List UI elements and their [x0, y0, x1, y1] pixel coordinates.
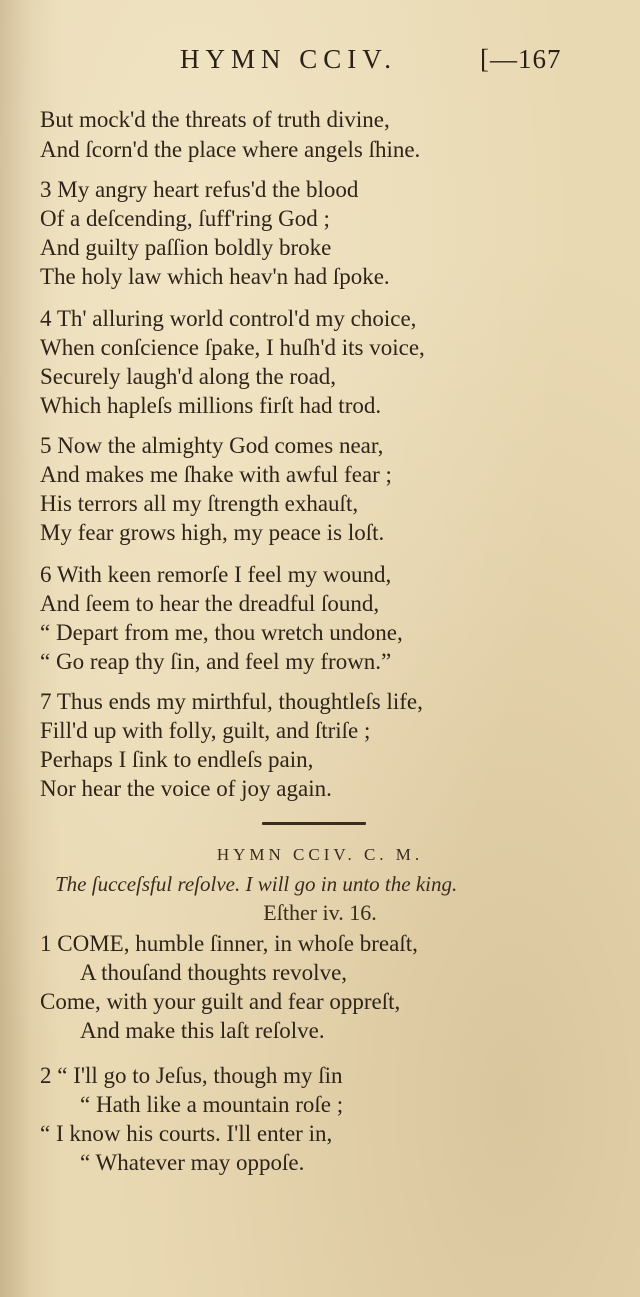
verse-line: The holy law which heav'n had ſpoke.	[40, 264, 390, 289]
verse-line: Of a deſcending, ſuff'ring God ;	[40, 206, 330, 231]
verse-line: 5 Now the almighty God comes near,	[40, 433, 384, 458]
page-header	[0, 44, 640, 80]
verse-line: “ Hath like a mountain roſe ;	[80, 1092, 344, 1117]
verse-line: And makes me ſhake with awful fear ;	[40, 462, 392, 487]
verse-line: 6 With keen remorſe I feel my wound,	[40, 562, 392, 587]
verse-line: 7 Thus ends my mirthful, thoughtleſs life,	[40, 689, 423, 714]
verse-line: When conſcience ſpake, I huſh'd its voice,	[40, 335, 425, 360]
verse-line: “ Depart from me, thou wretch undone,	[40, 620, 403, 645]
hymn-subtitle: The ſucceſsful reſolve. I will go in unto the king.	[55, 872, 458, 896]
section-divider	[262, 822, 366, 825]
page-number: [—167	[480, 44, 562, 74]
scripture-reference: Eſther iv. 16.	[263, 900, 377, 925]
verse-line: “ I know his courts. I'll enter in,	[40, 1121, 333, 1146]
verse-line: 4 Th' alluring world control'd my choice,	[40, 306, 417, 331]
verse-line: A thouſand thoughts revolve,	[80, 960, 348, 985]
verse-line: Which hapleſs millions firſt had trod.	[40, 393, 382, 418]
verse-line: My fear grows high, my peace is loſt.	[40, 520, 385, 545]
verse-line: 2 “ I'll go to Jeſus, though my ſin	[40, 1063, 343, 1088]
verse-line: Perhaps I ſink to endleſs pain,	[40, 747, 314, 772]
running-title: HYMN CCIV.	[180, 44, 398, 74]
verse-line: Fill'd up with folly, guilt, and ſtriſe ;	[40, 718, 371, 743]
verse-line: And guilty paſſion boldly broke	[40, 235, 332, 260]
verse-line: 1 COME, humble ſinner, in whoſe breaſt,	[40, 931, 418, 956]
verse-line: Come, with your guilt and fear oppreſt,	[40, 989, 401, 1014]
verse-line: Nor hear the voice of joy again.	[40, 776, 332, 801]
verse-line: “ Go reap thy ſin, and feel my frown.”	[40, 649, 392, 674]
verse-line: And ſeem to hear the dreadful ſound,	[40, 591, 380, 616]
verse-line: “ Whatever may oppoſe.	[80, 1150, 305, 1175]
hymn-heading: HYMN CCIV. C. M.	[216, 845, 424, 864]
verse-line: And make this laſt reſolve.	[80, 1018, 325, 1043]
verse-line: And ſcorn'd the place where angels ſhine.	[40, 137, 421, 162]
verse-line: But mock'd the threats of truth divine,	[40, 107, 390, 132]
verse-line: His terrors all my ſtrength exhauſt,	[40, 491, 359, 516]
verse-line: 3 My angry heart refus'd the blood	[40, 177, 359, 202]
verse-line: Securely laugh'd along the road,	[40, 364, 337, 389]
